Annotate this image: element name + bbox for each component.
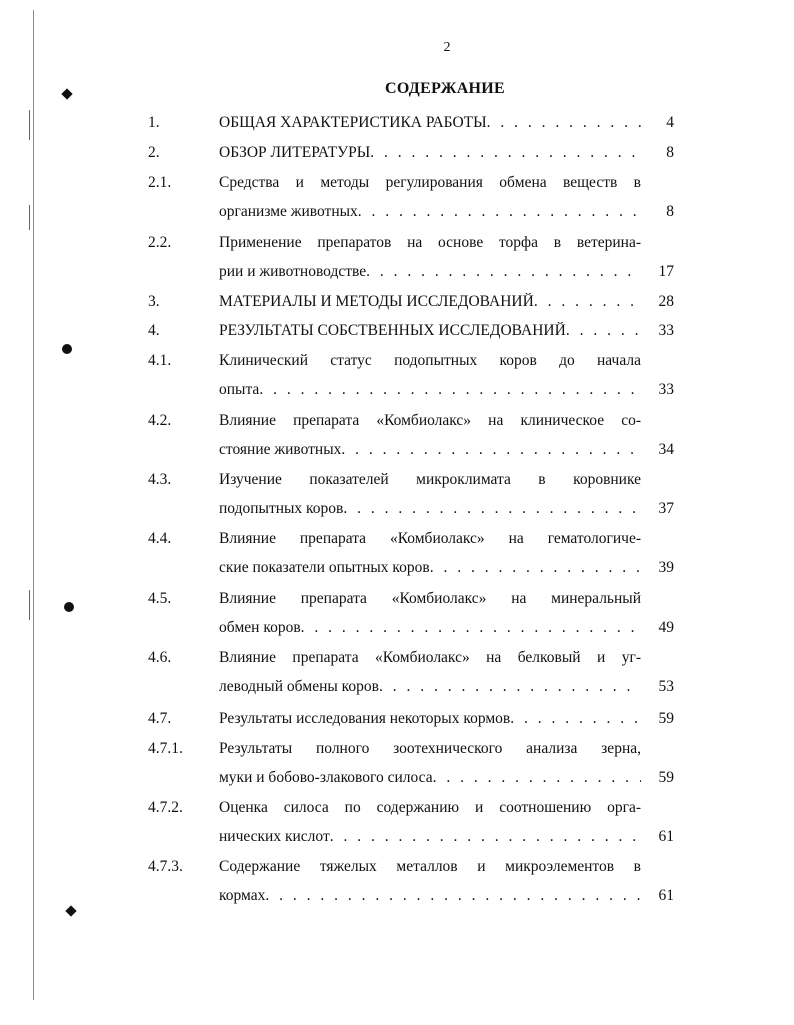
toc-entry-line: [219, 381, 641, 399]
toc-entry-line: [219, 441, 641, 459]
toc-entry-text: кормах: [219, 887, 266, 904]
toc-entry-number: 2.: [148, 144, 160, 161]
toc-entry-number: 4.3.: [148, 471, 172, 488]
toc-entry-number: 3.: [148, 293, 160, 310]
toc-entry-page: 4: [666, 114, 674, 131]
toc-entry-number: 4.4.: [148, 530, 172, 547]
toc-entry-text: ОБЩАЯ ХАРАКТЕРИСТИКА РАБОТЫ: [219, 114, 487, 131]
toc-entry-line: Результаты полного зоотехнического анализа зерна,: [219, 740, 641, 757]
toc-entry-line: Применение препаратов на основе торфа в ветерина-: [219, 234, 641, 251]
page-number: 2: [443, 40, 451, 55]
toc-entry-line: Влияние препарата «Комбиолакс» на минеральный: [219, 590, 641, 607]
toc-entry-line: [219, 710, 641, 728]
toc-entry-text: подопытных коров: [219, 500, 344, 517]
toc-entry-number: 4.6.: [148, 649, 172, 666]
dot-leader: [343, 500, 641, 518]
toc-entry-number: 4.1.: [148, 352, 172, 369]
toc-entry-page: 53: [658, 678, 674, 695]
toc-entry-page: 39: [658, 559, 674, 576]
toc-entry-line: [219, 114, 641, 132]
dot-leader: [366, 263, 641, 281]
toc-entry-line: [219, 619, 641, 637]
toc-entry-line: [219, 500, 641, 518]
toc-entry-number: 4.7.1.: [148, 740, 183, 757]
toc-entry-line: [219, 203, 641, 221]
toc-entry-text: ОБЗОР ЛИТЕРАТУРЫ: [219, 144, 371, 161]
toc-entry-text: РЕЗУЛЬТАТЫ СОБСТВЕННЫХ ИССЛЕДОВАНИЙ: [219, 322, 566, 339]
toc-entry-text: Результаты исследования некоторых кормов: [219, 710, 511, 727]
toc-entry-text: рии и животноводстве: [219, 263, 367, 280]
toc-entry-line: Содержание тяжелых металлов и микроэлементов в: [219, 858, 641, 875]
toc-entry-page: 37: [658, 500, 674, 517]
dot-leader: [534, 293, 641, 311]
toc-entry-line: Оценка силоса по содержанию и соотношению орга-: [219, 799, 641, 816]
toc-entry-line: [219, 828, 641, 846]
dot-leader: [341, 441, 641, 459]
toc-entry-line: [219, 678, 641, 696]
dot-leader: [358, 203, 641, 221]
dot-leader: [330, 828, 641, 846]
toc-entry-number: 4.: [148, 322, 160, 339]
toc-entry-text: нических кислот: [219, 828, 330, 845]
dot-leader: [566, 322, 641, 340]
toc-entry-number: 4.2.: [148, 412, 172, 429]
toc-entry-line: [219, 144, 641, 162]
dot-leader: [259, 381, 641, 399]
toc-entry-text: ские показатели опытных коров: [219, 559, 430, 576]
toc-entry-text: леводный обмены коров: [219, 678, 379, 695]
toc-entry-page: 33: [658, 322, 674, 339]
toc-entry-line: [219, 322, 641, 340]
dot-leader: [433, 769, 641, 787]
toc-entry-page: 61: [658, 828, 674, 845]
page-title: СОДЕРЖАНИЕ: [384, 80, 506, 97]
dot-leader: [370, 144, 641, 162]
toc-entry-line: [219, 263, 641, 281]
toc-entry-page: 8: [666, 144, 674, 161]
dot-leader: [510, 710, 641, 728]
toc-entry-line: Средства и методы регулирования обмена веществ в: [219, 174, 641, 191]
toc-entry-page: 17: [658, 263, 674, 280]
dot-leader: [430, 559, 641, 577]
dot-leader: [487, 114, 641, 132]
toc-entry-number: 4.7.3.: [148, 858, 183, 875]
toc-entry-page: 33: [658, 381, 674, 398]
toc-entry-text: опыта: [219, 381, 260, 398]
toc-entry-number: 2.2.: [148, 234, 172, 251]
toc-entry-line: [219, 559, 641, 577]
toc-entry-page: 59: [658, 769, 674, 786]
toc-entry-line: Изучение показателей микроклимата в коровнике: [219, 471, 641, 488]
toc-entry-text: МАТЕРИАЛЫ И МЕТОДЫ ИССЛЕДОВАНИЙ: [219, 293, 534, 310]
dot-leader: [379, 678, 641, 696]
toc-entry-page: 61: [658, 887, 674, 904]
toc-entry-text: стояние животных: [219, 441, 342, 458]
toc-entry-page: 8: [666, 203, 674, 220]
toc-entry-line: [219, 769, 641, 787]
toc-entry-page: 49: [658, 619, 674, 636]
toc-entry-line: Влияние препарата «Комбиолакс» на гематологиче-: [219, 530, 641, 547]
toc-entry-number: 2.1.: [148, 174, 172, 191]
toc-entry-number: 4.7.: [148, 710, 172, 727]
toc-entry-text: организме животных: [219, 203, 358, 220]
toc-entry-text: муки и бобово-злакового силоса: [219, 769, 433, 786]
dot-leader: [265, 887, 641, 905]
toc-entry-line: Влияние препарата «Комбиолакс» на белковый и уг-: [219, 649, 641, 666]
toc-entry-number: 4.7.2.: [148, 799, 183, 816]
toc-entry-line: Влияние препарата «Комбиолакс» на клиническое со-: [219, 412, 641, 429]
toc-entry-page: 59: [658, 710, 674, 727]
toc-entry-page: 34: [658, 441, 674, 458]
toc-entry-line: Клинический статус подопытных коров до начала: [219, 352, 641, 369]
toc-entry-number: 1.: [148, 114, 160, 131]
dot-leader: [301, 619, 641, 637]
toc-entry-line: [219, 887, 641, 905]
toc-entry-text: обмен коров: [219, 619, 301, 636]
toc-entry-number: 4.5.: [148, 590, 172, 607]
toc-entry-page: 28: [658, 293, 674, 310]
toc-entry-line: [219, 293, 641, 311]
